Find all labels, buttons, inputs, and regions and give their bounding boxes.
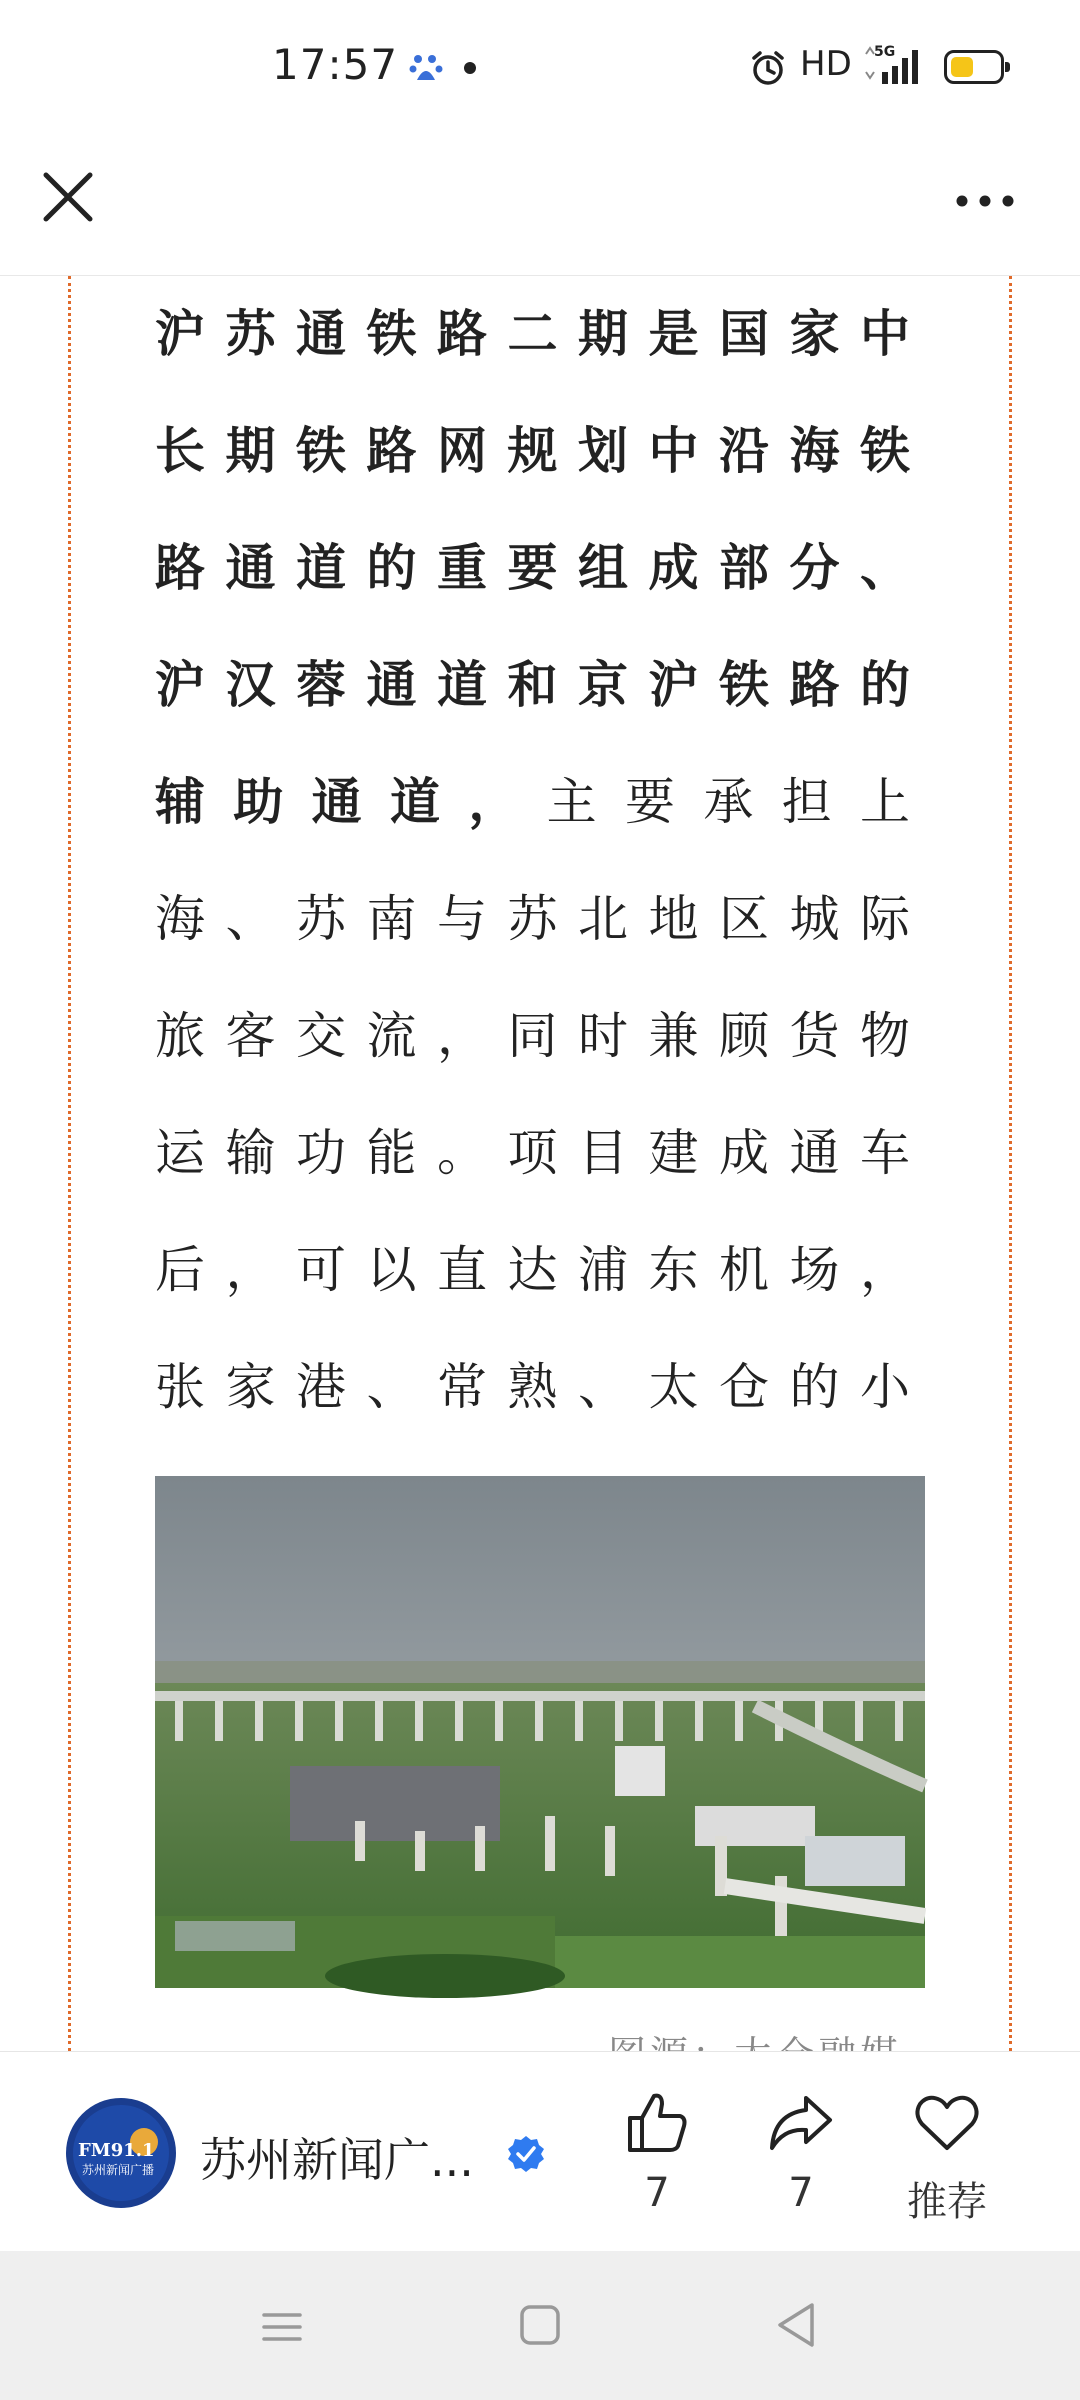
- fm911-logo-icon: [66, 2098, 176, 2208]
- alarm-icon: [748, 48, 788, 88]
- heart-icon: [912, 2088, 982, 2158]
- status-bar: [0, 0, 1080, 135]
- dashed-border-left: [68, 276, 71, 2051]
- share-count: 7: [788, 2170, 814, 2216]
- more-icon[interactable]: [950, 171, 1020, 231]
- like-count: 7: [644, 2170, 670, 2216]
- notification-dot: [464, 62, 476, 74]
- menu-icon[interactable]: [258, 2303, 306, 2351]
- top-toolbar: [0, 135, 1080, 276]
- article-photo[interactable]: [155, 1476, 925, 1988]
- dashed-border-right: [1009, 276, 1012, 2051]
- signal-5g-label: 5G: [874, 44, 896, 60]
- status-time: 17:57: [272, 40, 399, 89]
- verified-badge-icon: [506, 2134, 546, 2174]
- thumbs-up-icon: [622, 2088, 692, 2158]
- railway-photo-image: [155, 1476, 925, 1988]
- avatar[interactable]: [66, 2098, 176, 2208]
- recommend-button[interactable]: [892, 2088, 1002, 2227]
- like-button[interactable]: [602, 2088, 712, 2216]
- close-icon[interactable]: [36, 165, 100, 229]
- share-arrow-icon: [766, 2088, 836, 2158]
- battery-icon: [944, 50, 1004, 84]
- home-icon[interactable]: [516, 2301, 564, 2349]
- article-content: [0, 276, 1080, 2051]
- share-button[interactable]: [746, 2088, 856, 2216]
- system-nav-bar: [0, 2251, 1080, 2400]
- article-paragraph: [155, 276, 925, 1680]
- baidu-icon: [408, 50, 444, 86]
- network-hd-label: HD: [800, 44, 852, 84]
- svg-text:FM91.1: FM91.1: [78, 2140, 155, 2161]
- source-name[interactable]: 苏州新闻广...: [200, 2133, 474, 2187]
- signal-icon: [862, 42, 926, 86]
- article-bold-text: 沪苏通铁路二期是国家中长期铁路网规划中沿海铁路通道的重要组成部分、沪汉蓉通道和京沪铁路的辅助通道，: [155, 305, 925, 831]
- recommend-label: 推荐: [907, 2179, 987, 2225]
- back-icon[interactable]: [772, 2299, 820, 2351]
- article-normal-text: 主要承担上海、苏南与苏北地区城际旅客交流，同时兼顾货物运输功能。项目建成通车后，可以直达浦东机场，张家港、常熟、太仓的小: [155, 773, 926, 1416]
- svg-text:苏州新闻广播: 苏州新闻广播: [82, 2163, 155, 2177]
- bottom-action-bar: [0, 2051, 1080, 2252]
